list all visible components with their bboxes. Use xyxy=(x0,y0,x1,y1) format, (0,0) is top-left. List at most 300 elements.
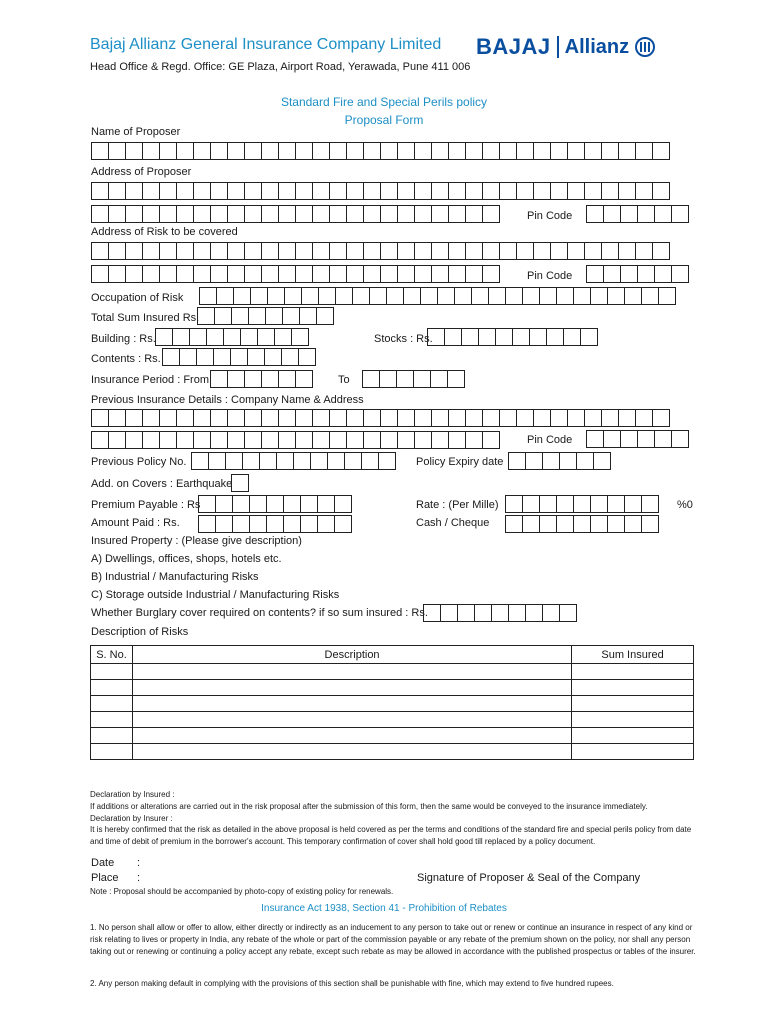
char-box[interactable] xyxy=(637,205,655,223)
char-box[interactable] xyxy=(624,515,642,533)
char-box[interactable] xyxy=(586,265,604,283)
previous-insurer-line1[interactable] xyxy=(91,409,669,427)
char-box[interactable] xyxy=(312,409,330,427)
char-box[interactable] xyxy=(363,265,381,283)
char-box[interactable] xyxy=(590,287,608,305)
char-box[interactable] xyxy=(278,370,296,388)
char-box[interactable] xyxy=(257,328,275,346)
char-box[interactable] xyxy=(641,287,659,305)
char-box[interactable] xyxy=(312,431,330,449)
char-box[interactable] xyxy=(125,182,143,200)
char-box[interactable] xyxy=(196,348,214,366)
char-box[interactable] xyxy=(482,265,500,283)
char-box[interactable] xyxy=(210,409,228,427)
char-box[interactable] xyxy=(193,205,211,223)
char-box[interactable] xyxy=(539,495,557,513)
char-box[interactable] xyxy=(233,287,251,305)
char-box[interactable] xyxy=(525,604,543,622)
table-row[interactable] xyxy=(91,664,694,680)
char-box[interactable] xyxy=(191,452,209,470)
char-box[interactable] xyxy=(499,142,517,160)
address-of-proposer-line1[interactable] xyxy=(91,182,669,200)
char-box[interactable] xyxy=(242,452,260,470)
char-box[interactable] xyxy=(108,242,126,260)
char-box[interactable] xyxy=(300,515,318,533)
char-box[interactable] xyxy=(508,604,526,622)
char-box[interactable] xyxy=(362,370,380,388)
char-box[interactable] xyxy=(227,265,245,283)
char-box[interactable] xyxy=(317,495,335,513)
char-box[interactable] xyxy=(465,265,483,283)
table-row[interactable] xyxy=(91,728,694,744)
char-box[interactable] xyxy=(299,307,317,325)
char-box[interactable] xyxy=(499,242,517,260)
char-box[interactable] xyxy=(567,409,585,427)
char-box[interactable] xyxy=(231,307,249,325)
char-box[interactable] xyxy=(278,205,296,223)
address-of-risk-line1[interactable] xyxy=(91,242,669,260)
char-box[interactable] xyxy=(491,604,509,622)
char-box[interactable] xyxy=(312,242,330,260)
name-of-proposer-field[interactable] xyxy=(91,142,669,160)
char-box[interactable] xyxy=(91,242,109,260)
previous-insurer-pin-code-field[interactable] xyxy=(586,430,688,448)
char-box[interactable] xyxy=(380,142,398,160)
previous-policy-no-field[interactable] xyxy=(191,452,395,470)
char-box[interactable] xyxy=(295,409,313,427)
char-box[interactable] xyxy=(363,205,381,223)
char-box[interactable] xyxy=(584,142,602,160)
occupation-of-risk-field[interactable] xyxy=(199,287,675,305)
char-box[interactable] xyxy=(142,205,160,223)
char-box[interactable] xyxy=(671,265,689,283)
char-box[interactable] xyxy=(448,182,466,200)
char-box[interactable] xyxy=(539,515,557,533)
char-box[interactable] xyxy=(295,242,313,260)
char-box[interactable] xyxy=(658,287,676,305)
char-box[interactable] xyxy=(329,205,347,223)
stocks-amount-field[interactable] xyxy=(427,328,597,346)
char-box[interactable] xyxy=(440,604,458,622)
char-box[interactable] xyxy=(125,431,143,449)
char-box[interactable] xyxy=(159,242,177,260)
char-box[interactable] xyxy=(227,182,245,200)
char-box[interactable] xyxy=(176,182,194,200)
char-box[interactable] xyxy=(533,242,551,260)
char-box[interactable] xyxy=(250,287,268,305)
char-box[interactable] xyxy=(495,328,513,346)
char-box[interactable] xyxy=(414,265,432,283)
char-box[interactable] xyxy=(573,495,591,513)
char-box[interactable] xyxy=(488,287,506,305)
char-box[interactable] xyxy=(159,142,177,160)
char-box[interactable] xyxy=(380,242,398,260)
table-row[interactable] xyxy=(91,680,694,696)
char-box[interactable] xyxy=(261,205,279,223)
char-box[interactable] xyxy=(261,370,279,388)
burglary-sum-insured-field[interactable] xyxy=(423,604,576,622)
char-box[interactable] xyxy=(618,142,636,160)
char-box[interactable] xyxy=(259,452,277,470)
char-box[interactable] xyxy=(283,495,301,513)
char-box[interactable] xyxy=(567,182,585,200)
char-box[interactable] xyxy=(108,265,126,283)
char-box[interactable] xyxy=(539,287,557,305)
earthquake-checkbox[interactable] xyxy=(231,474,248,492)
char-box[interactable] xyxy=(210,242,228,260)
char-box[interactable] xyxy=(584,242,602,260)
char-box[interactable] xyxy=(266,495,284,513)
char-box[interactable] xyxy=(396,370,414,388)
char-box[interactable] xyxy=(176,142,194,160)
char-box[interactable] xyxy=(546,328,564,346)
char-box[interactable] xyxy=(261,431,279,449)
char-box[interactable] xyxy=(437,287,455,305)
char-box[interactable] xyxy=(573,515,591,533)
char-box[interactable] xyxy=(550,409,568,427)
char-box[interactable] xyxy=(334,495,352,513)
char-box[interactable] xyxy=(244,205,262,223)
char-box[interactable] xyxy=(193,142,211,160)
char-box[interactable] xyxy=(261,265,279,283)
char-box[interactable] xyxy=(652,242,670,260)
insurance-period-from-field[interactable] xyxy=(210,370,312,388)
char-box[interactable] xyxy=(108,182,126,200)
char-box[interactable] xyxy=(208,452,226,470)
char-box[interactable] xyxy=(198,515,216,533)
char-box[interactable] xyxy=(312,142,330,160)
char-box[interactable] xyxy=(482,182,500,200)
char-box[interactable] xyxy=(403,287,421,305)
char-box[interactable] xyxy=(431,265,449,283)
risk-pin-code-field[interactable] xyxy=(586,265,688,283)
char-box[interactable] xyxy=(283,515,301,533)
char-box[interactable] xyxy=(380,182,398,200)
char-box[interactable] xyxy=(635,142,653,160)
char-box[interactable] xyxy=(316,307,334,325)
char-box[interactable] xyxy=(641,495,659,513)
char-box[interactable] xyxy=(159,431,177,449)
char-box[interactable] xyxy=(423,604,441,622)
char-box[interactable] xyxy=(620,205,638,223)
char-box[interactable] xyxy=(142,265,160,283)
char-box[interactable] xyxy=(457,604,475,622)
char-box[interactable] xyxy=(247,348,265,366)
char-box[interactable] xyxy=(397,205,415,223)
char-box[interactable] xyxy=(590,495,608,513)
char-box[interactable] xyxy=(278,182,296,200)
char-box[interactable] xyxy=(603,265,621,283)
char-box[interactable] xyxy=(329,242,347,260)
char-box[interactable] xyxy=(386,287,404,305)
char-box[interactable] xyxy=(430,370,448,388)
char-box[interactable] xyxy=(159,205,177,223)
char-box[interactable] xyxy=(227,205,245,223)
char-box[interactable] xyxy=(474,604,492,622)
char-box[interactable] xyxy=(397,265,415,283)
char-box[interactable] xyxy=(414,409,432,427)
char-box[interactable] xyxy=(278,409,296,427)
address-of-proposer-line2[interactable] xyxy=(91,205,499,223)
char-box[interactable] xyxy=(278,142,296,160)
char-box[interactable] xyxy=(329,431,347,449)
char-box[interactable] xyxy=(282,307,300,325)
total-sum-insured-field[interactable] xyxy=(197,307,333,325)
char-box[interactable] xyxy=(225,452,243,470)
char-box[interactable] xyxy=(603,430,621,448)
char-box[interactable] xyxy=(584,409,602,427)
char-box[interactable] xyxy=(91,205,109,223)
char-box[interactable] xyxy=(210,205,228,223)
char-box[interactable] xyxy=(125,205,143,223)
char-box[interactable] xyxy=(265,307,283,325)
char-box[interactable] xyxy=(232,515,250,533)
char-box[interactable] xyxy=(363,431,381,449)
char-box[interactable] xyxy=(465,142,483,160)
char-box[interactable] xyxy=(295,370,313,388)
char-box[interactable] xyxy=(380,205,398,223)
char-box[interactable] xyxy=(397,409,415,427)
char-box[interactable] xyxy=(559,452,577,470)
policy-expiry-date-field[interactable] xyxy=(508,452,610,470)
building-amount-field[interactable] xyxy=(155,328,308,346)
char-box[interactable] xyxy=(329,182,347,200)
char-box[interactable] xyxy=(580,328,598,346)
char-box[interactable] xyxy=(601,142,619,160)
char-box[interactable] xyxy=(363,142,381,160)
char-box[interactable] xyxy=(276,452,294,470)
table-row[interactable] xyxy=(91,744,694,760)
char-box[interactable] xyxy=(261,242,279,260)
char-box[interactable] xyxy=(482,431,500,449)
char-box[interactable] xyxy=(210,265,228,283)
char-box[interactable] xyxy=(420,287,438,305)
char-box[interactable] xyxy=(335,287,353,305)
char-box[interactable] xyxy=(379,370,397,388)
char-box[interactable] xyxy=(125,265,143,283)
char-box[interactable] xyxy=(448,431,466,449)
char-box[interactable] xyxy=(671,430,689,448)
char-box[interactable] xyxy=(397,142,415,160)
char-box[interactable] xyxy=(620,430,638,448)
char-box[interactable] xyxy=(635,409,653,427)
char-box[interactable] xyxy=(125,409,143,427)
char-box[interactable] xyxy=(248,307,266,325)
char-box[interactable] xyxy=(344,452,362,470)
char-box[interactable] xyxy=(227,431,245,449)
char-box[interactable] xyxy=(284,287,302,305)
char-box[interactable] xyxy=(142,242,160,260)
char-box[interactable] xyxy=(264,348,282,366)
char-box[interactable] xyxy=(482,205,500,223)
char-box[interactable] xyxy=(624,495,642,513)
char-box[interactable] xyxy=(563,328,581,346)
char-box[interactable] xyxy=(431,242,449,260)
char-box[interactable] xyxy=(654,265,672,283)
char-box[interactable] xyxy=(671,205,689,223)
char-box[interactable] xyxy=(590,515,608,533)
char-box[interactable] xyxy=(346,142,364,160)
char-box[interactable] xyxy=(346,431,364,449)
char-box[interactable] xyxy=(601,242,619,260)
char-box[interactable] xyxy=(414,142,432,160)
char-box[interactable] xyxy=(295,182,313,200)
char-box[interactable] xyxy=(261,182,279,200)
char-box[interactable] xyxy=(567,242,585,260)
char-box[interactable] xyxy=(155,328,173,346)
char-box[interactable] xyxy=(162,348,180,366)
char-box[interactable] xyxy=(542,452,560,470)
char-box[interactable] xyxy=(334,515,352,533)
previous-insurer-line2[interactable] xyxy=(91,431,499,449)
char-box[interactable] xyxy=(522,495,540,513)
char-box[interactable] xyxy=(586,205,604,223)
char-box[interactable] xyxy=(567,142,585,160)
char-box[interactable] xyxy=(505,287,523,305)
char-box[interactable] xyxy=(312,205,330,223)
char-box[interactable] xyxy=(607,287,625,305)
char-box[interactable] xyxy=(461,328,479,346)
char-box[interactable] xyxy=(108,142,126,160)
char-box[interactable] xyxy=(108,205,126,223)
char-box[interactable] xyxy=(215,515,233,533)
char-box[interactable] xyxy=(189,328,207,346)
char-box[interactable] xyxy=(244,409,262,427)
table-row[interactable] xyxy=(91,696,694,712)
char-box[interactable] xyxy=(244,265,262,283)
char-box[interactable] xyxy=(603,205,621,223)
char-box[interactable] xyxy=(652,409,670,427)
char-box[interactable] xyxy=(447,370,465,388)
char-box[interactable] xyxy=(380,409,398,427)
char-box[interactable] xyxy=(576,452,594,470)
char-box[interactable] xyxy=(346,242,364,260)
cash-cheque-field[interactable] xyxy=(505,515,658,533)
char-box[interactable] xyxy=(310,452,328,470)
char-box[interactable] xyxy=(431,205,449,223)
char-box[interactable] xyxy=(559,604,577,622)
char-box[interactable] xyxy=(244,431,262,449)
char-box[interactable] xyxy=(397,431,415,449)
char-box[interactable] xyxy=(274,328,292,346)
char-box[interactable] xyxy=(397,242,415,260)
address-of-risk-line2[interactable] xyxy=(91,265,499,283)
char-box[interactable] xyxy=(465,205,483,223)
char-box[interactable] xyxy=(584,182,602,200)
char-box[interactable] xyxy=(525,452,543,470)
char-box[interactable] xyxy=(244,142,262,160)
char-box[interactable] xyxy=(159,409,177,427)
char-box[interactable] xyxy=(108,409,126,427)
char-box[interactable] xyxy=(198,495,216,513)
char-box[interactable] xyxy=(318,287,336,305)
char-box[interactable] xyxy=(227,242,245,260)
char-box[interactable] xyxy=(142,142,160,160)
char-box[interactable] xyxy=(542,604,560,622)
char-box[interactable] xyxy=(278,242,296,260)
char-box[interactable] xyxy=(482,409,500,427)
char-box[interactable] xyxy=(482,242,500,260)
char-box[interactable] xyxy=(573,287,591,305)
char-box[interactable] xyxy=(91,409,109,427)
char-box[interactable] xyxy=(414,205,432,223)
char-box[interactable] xyxy=(312,182,330,200)
char-box[interactable] xyxy=(369,287,387,305)
char-box[interactable] xyxy=(172,328,190,346)
char-box[interactable] xyxy=(227,142,245,160)
char-box[interactable] xyxy=(505,495,523,513)
char-box[interactable] xyxy=(556,495,574,513)
char-box[interactable] xyxy=(363,409,381,427)
char-box[interactable] xyxy=(607,515,625,533)
char-box[interactable] xyxy=(378,452,396,470)
char-box[interactable] xyxy=(261,409,279,427)
char-box[interactable] xyxy=(516,142,534,160)
char-box[interactable] xyxy=(448,142,466,160)
char-box[interactable] xyxy=(499,409,517,427)
char-box[interactable] xyxy=(529,328,547,346)
char-box[interactable] xyxy=(397,182,415,200)
premium-payable-field[interactable] xyxy=(198,495,351,513)
char-box[interactable] xyxy=(176,409,194,427)
char-box[interactable] xyxy=(278,265,296,283)
char-box[interactable] xyxy=(482,142,500,160)
char-box[interactable] xyxy=(197,307,215,325)
char-box[interactable] xyxy=(478,328,496,346)
char-box[interactable] xyxy=(223,328,241,346)
char-box[interactable] xyxy=(637,430,655,448)
char-box[interactable] xyxy=(91,142,109,160)
char-box[interactable] xyxy=(380,431,398,449)
char-box[interactable] xyxy=(159,265,177,283)
char-box[interactable] xyxy=(240,328,258,346)
char-box[interactable] xyxy=(550,182,568,200)
char-box[interactable] xyxy=(635,242,653,260)
char-box[interactable] xyxy=(142,431,160,449)
char-box[interactable] xyxy=(346,265,364,283)
char-box[interactable] xyxy=(363,242,381,260)
char-box[interactable] xyxy=(352,287,370,305)
char-box[interactable] xyxy=(448,242,466,260)
table-row[interactable] xyxy=(91,712,694,728)
char-box[interactable] xyxy=(210,142,228,160)
char-box[interactable] xyxy=(465,182,483,200)
char-box[interactable] xyxy=(266,515,284,533)
char-box[interactable] xyxy=(641,515,659,533)
char-box[interactable] xyxy=(244,370,262,388)
char-box[interactable] xyxy=(448,205,466,223)
char-box[interactable] xyxy=(231,474,249,492)
char-box[interactable] xyxy=(607,495,625,513)
char-box[interactable] xyxy=(267,287,285,305)
char-box[interactable] xyxy=(210,370,228,388)
char-box[interactable] xyxy=(601,182,619,200)
char-box[interactable] xyxy=(159,182,177,200)
char-box[interactable] xyxy=(618,182,636,200)
char-box[interactable] xyxy=(533,142,551,160)
char-box[interactable] xyxy=(465,242,483,260)
char-box[interactable] xyxy=(533,409,551,427)
char-box[interactable] xyxy=(556,515,574,533)
char-box[interactable] xyxy=(295,431,313,449)
char-box[interactable] xyxy=(346,205,364,223)
char-box[interactable] xyxy=(380,265,398,283)
rate-per-mille-field[interactable] xyxy=(505,495,658,513)
char-box[interactable] xyxy=(244,182,262,200)
char-box[interactable] xyxy=(300,495,318,513)
char-box[interactable] xyxy=(295,265,313,283)
char-box[interactable] xyxy=(125,142,143,160)
